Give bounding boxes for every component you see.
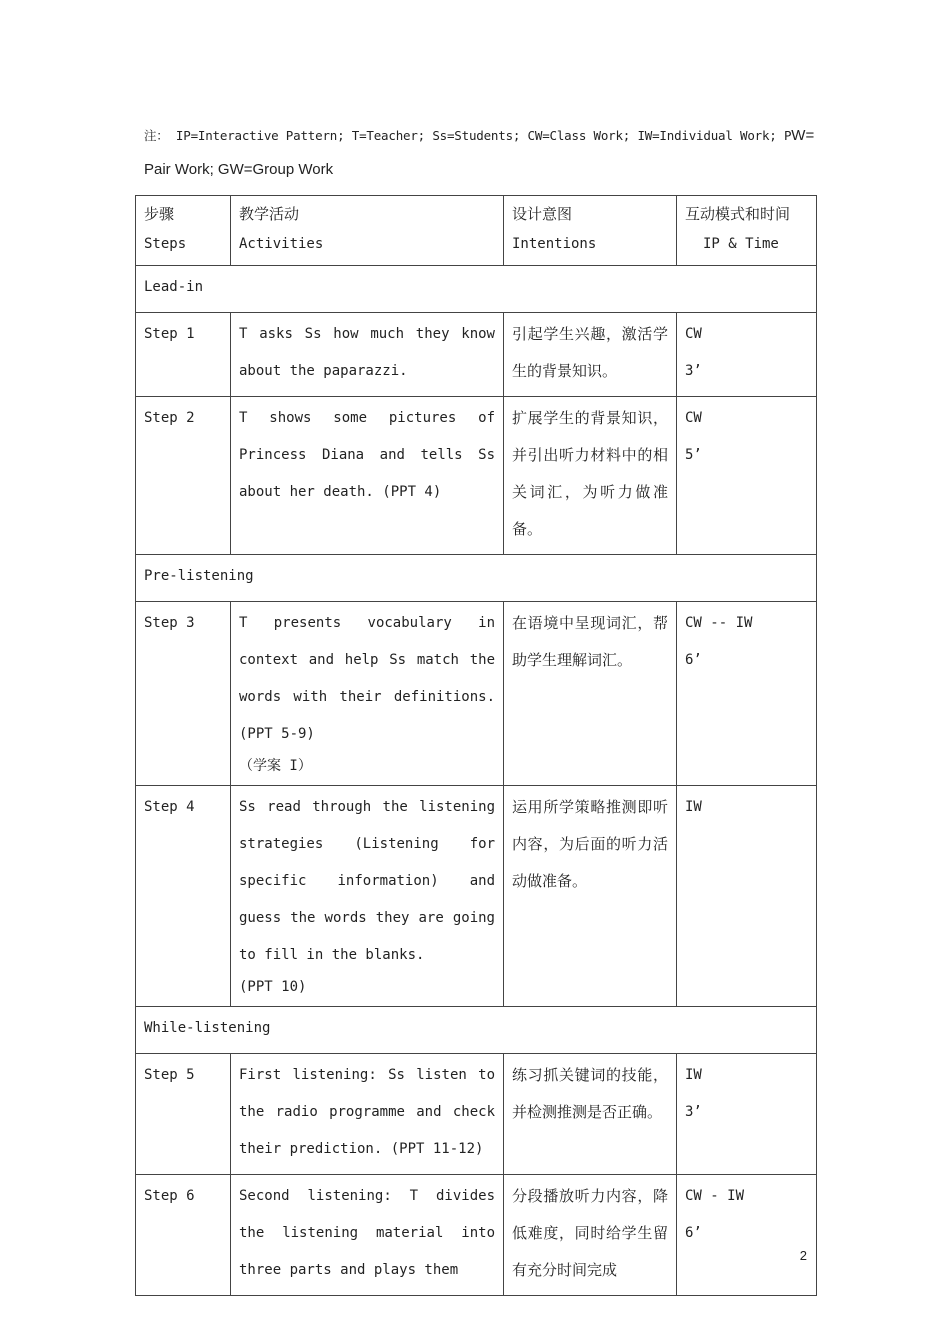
header-ip-cn: 互动模式和时间: [685, 205, 791, 223]
section-title-while-listening: While-listening: [136, 1007, 817, 1054]
header-activities: [231, 196, 504, 266]
table-header-row: [136, 196, 817, 266]
step-cell: Step 2: [136, 397, 231, 555]
step-cell: Step 3: [136, 602, 231, 786]
ip-time-cell: [677, 397, 817, 555]
time-value: 3’: [685, 363, 702, 379]
header-ip-en: IP & Time: [703, 236, 779, 252]
intention-cell: 运用所学策略推测即听内容，为后面的听力活动做准备。: [504, 786, 677, 1007]
activity-cell: T shows some pictures of Princess Diana and tells Ss about her death. (PPT 4): [231, 397, 504, 555]
time-value: 5’: [685, 447, 702, 463]
section-title-pre-listening: Pre-listening: [136, 555, 817, 602]
table-row: [136, 602, 817, 786]
intention-cell: 引起学生兴趣，激活学生的背景知识。: [504, 313, 677, 397]
intention-cell: 分段播放听力内容，降低难度，同时给学生留有充分时间完成: [504, 1175, 677, 1296]
activity-cell: [231, 602, 504, 786]
activity-extra: (PPT 10): [239, 979, 307, 995]
table-row: [136, 313, 817, 397]
activity-cell: [231, 786, 504, 1007]
activity-text: T presents vocabulary in context and help Ss match the words with their definitions. (PPT 5-9): [239, 615, 495, 742]
ip-value: CW: [685, 326, 702, 342]
ip-value: CW: [685, 410, 702, 426]
section-row-while-listening: [136, 1007, 817, 1054]
legend-note-line1-tail: W=: [791, 127, 815, 144]
legend-note-line2: Pair Work; GW=Group Work: [144, 161, 334, 178]
activity-cell: Second listening: T divides the listening material into three parts and plays them: [231, 1175, 504, 1296]
activity-text: Ss read through the listening strategies (Listening for specific information) and guess the words they are going to fill in the blanks.: [239, 799, 495, 963]
step-cell: Step 5: [136, 1054, 231, 1175]
section-title-leadin: Lead-in: [136, 266, 817, 313]
lesson-plan-table: [135, 195, 817, 1296]
ip-time-cell: [677, 786, 817, 1007]
ip-value: IW: [685, 799, 702, 815]
table-row: [136, 397, 817, 555]
step-cell: Step 6: [136, 1175, 231, 1296]
section-row-leadin: [136, 266, 817, 313]
header-intentions-cn: 设计意图: [512, 205, 573, 223]
time-value: 6’: [685, 652, 702, 668]
header-intentions-en: Intentions: [512, 236, 597, 252]
ip-value: CW -- IW: [685, 615, 753, 631]
ip-value: IW: [685, 1067, 702, 1083]
header-activities-cn: 教学活动: [239, 205, 300, 223]
legend-note: [144, 126, 824, 147]
header-steps-cn: 步骤: [144, 205, 175, 223]
activity-cell: First listening: Ss listen to the radio programme and check their prediction. (PPT 11-12): [231, 1054, 504, 1175]
step-cell: Step 1: [136, 313, 231, 397]
ip-time-cell: [677, 313, 817, 397]
time-value: 6’: [685, 1225, 702, 1241]
section-row-pre-listening: [136, 555, 817, 602]
intention-cell: 扩展学生的背景知识，并引出听力材料中的相关词汇，为听力做准备。: [504, 397, 677, 555]
page-number: 2: [799, 1248, 807, 1263]
intention-cell: 在语境中呈现词汇，帮助学生理解词汇。: [504, 602, 677, 786]
ip-time-cell: [677, 1054, 817, 1175]
header-ip-time: [677, 196, 817, 266]
legend-note-line1: 注： IP=Interactive Pattern; T=Teacher; Ss=Students; CW=Class Work; IW=Individual Work; P: [144, 128, 792, 143]
table-row: [136, 786, 817, 1007]
header-intentions: [504, 196, 677, 266]
table-row: [136, 1054, 817, 1175]
activity-cell: T asks Ss how much they know about the paparazzi.: [231, 313, 504, 397]
ip-time-cell: [677, 602, 817, 786]
activity-extra: （学案 I）: [239, 758, 312, 774]
header-activities-en: Activities: [239, 236, 324, 252]
intention-cell: 练习抓关键词的技能，并检测推测是否正确。: [504, 1054, 677, 1175]
header-steps-en: Steps: [144, 236, 187, 252]
step-cell: Step 4: [136, 786, 231, 1007]
table-row: [136, 1175, 817, 1296]
ip-value: CW - IW: [685, 1188, 745, 1204]
ip-time-cell: [677, 1175, 817, 1296]
header-steps: [136, 196, 231, 266]
time-value: 3’: [685, 1104, 702, 1120]
